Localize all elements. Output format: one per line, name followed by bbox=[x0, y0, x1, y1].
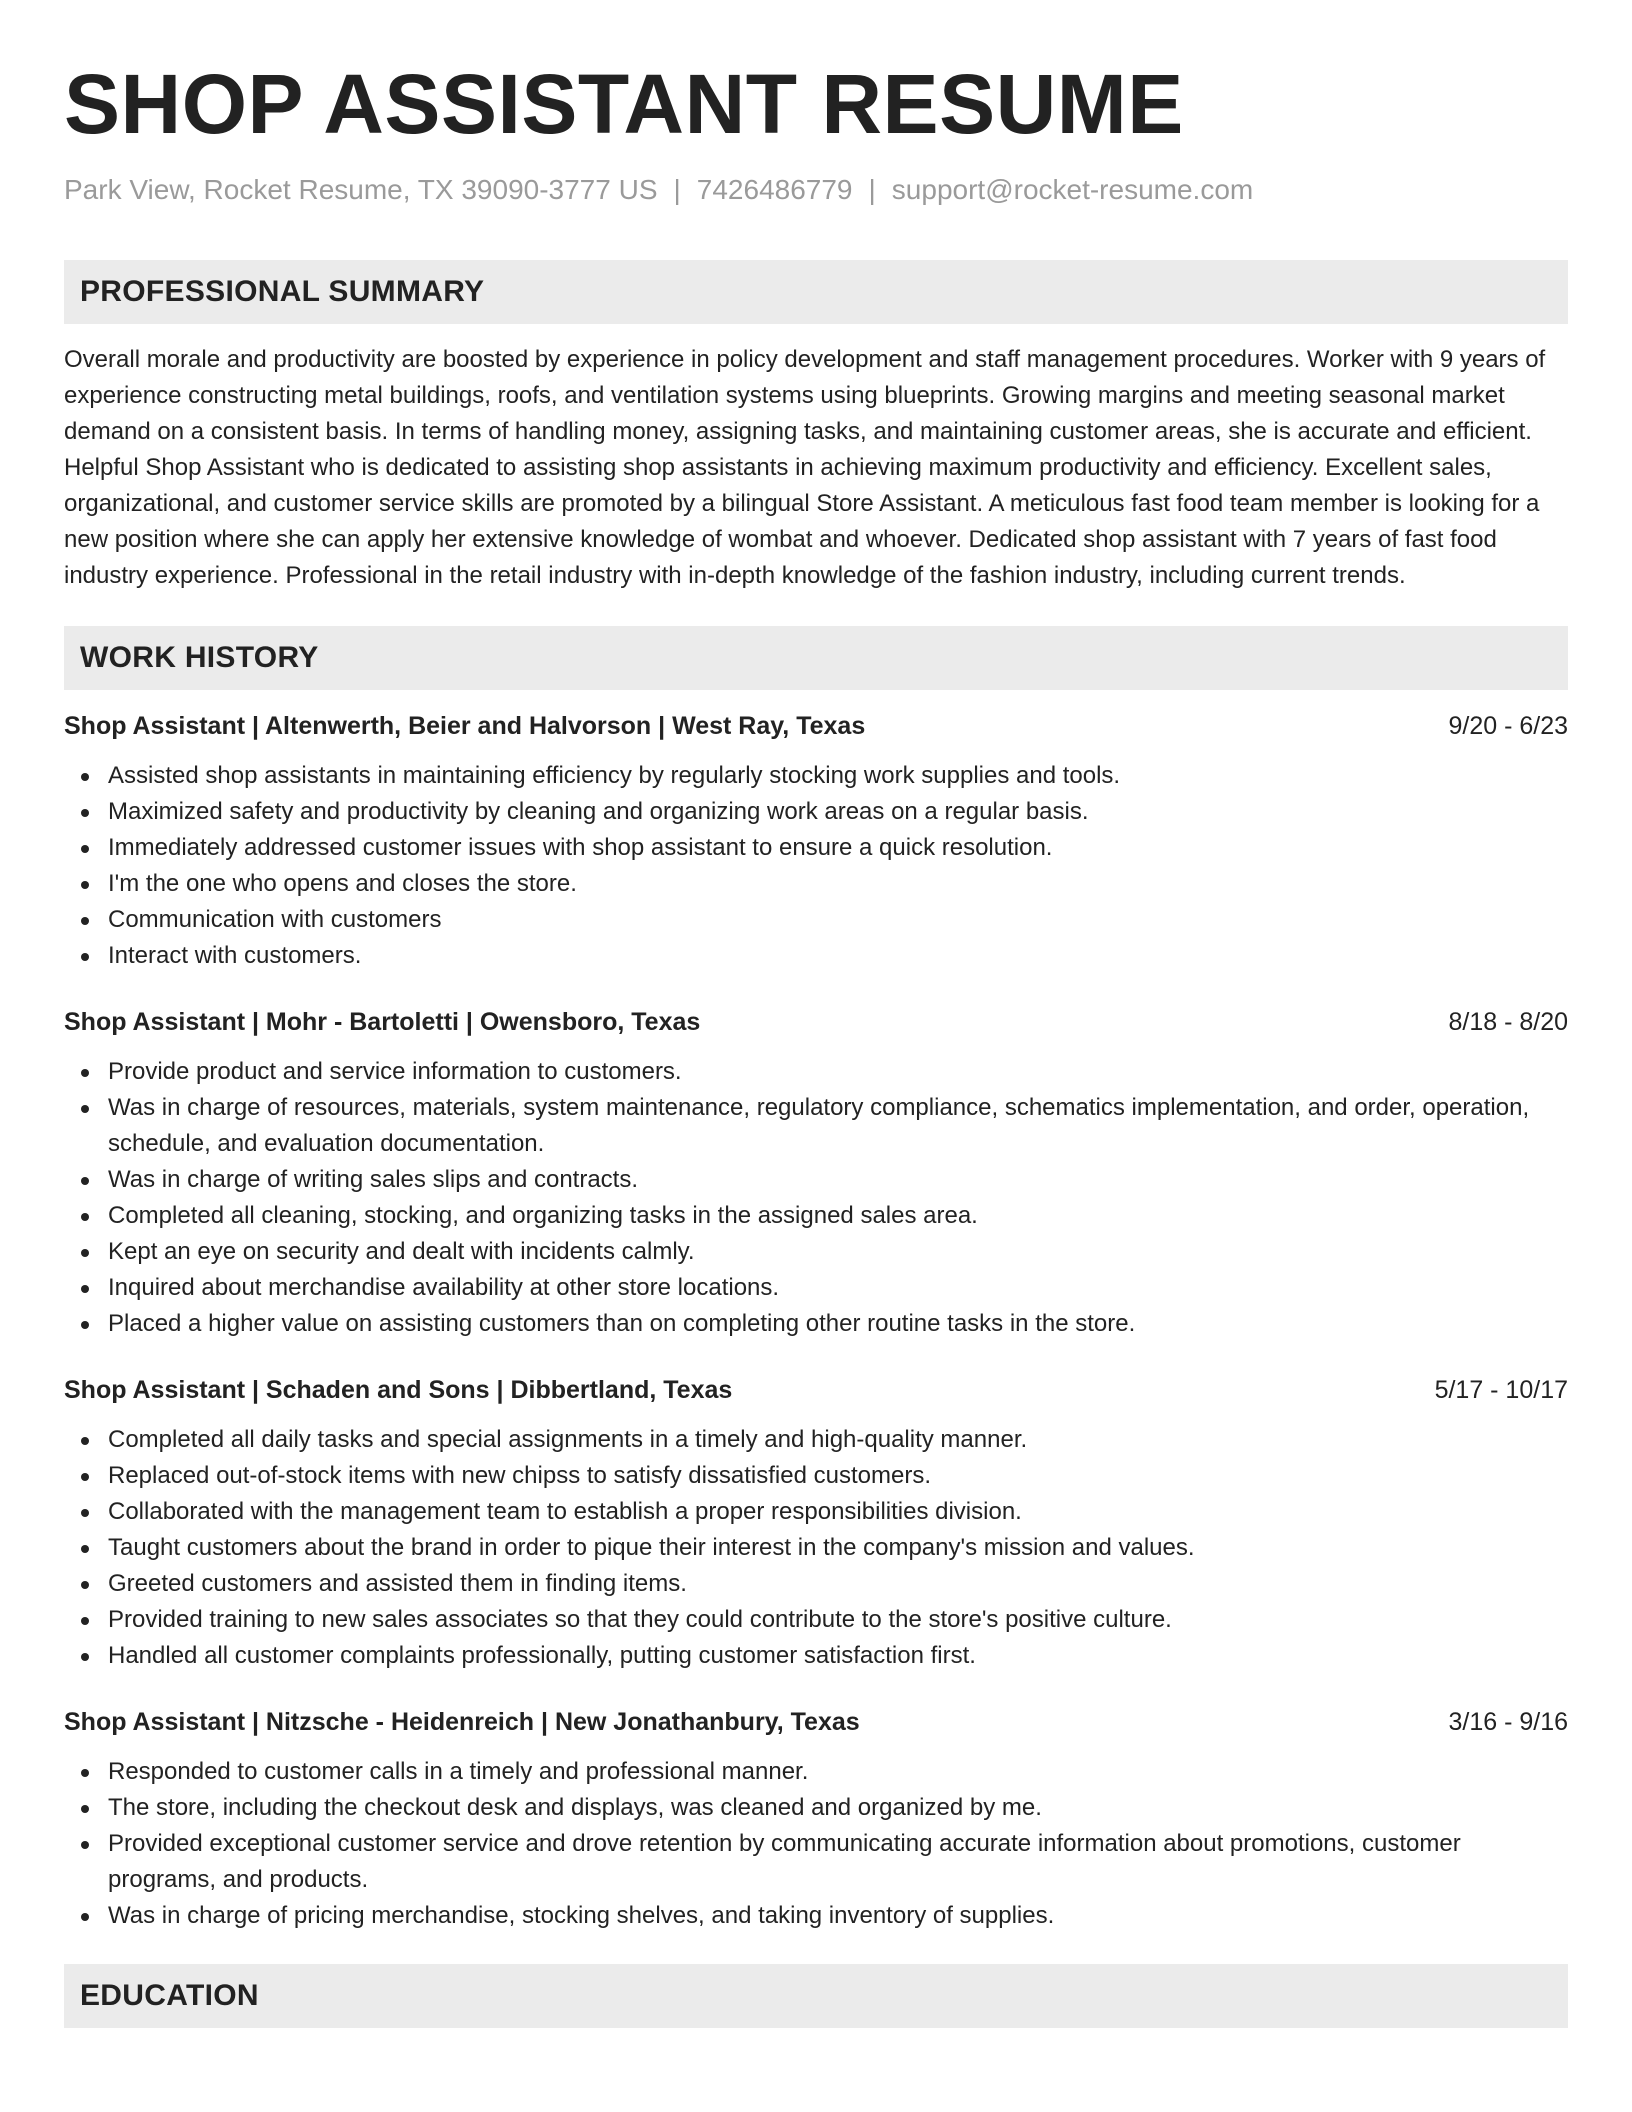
section-header-work-history: WORK HISTORY bbox=[64, 626, 1568, 690]
job-entry bbox=[64, 708, 1568, 974]
job-bullet: Immediately addressed customer issues with shop assistant to ensure a quick resolution. bbox=[64, 830, 1568, 866]
job-dates: 5/17 - 10/17 bbox=[1434, 1376, 1568, 1404]
job-entry bbox=[64, 1372, 1568, 1674]
job-header bbox=[64, 1704, 1568, 1740]
job-bullet: Completed all daily tasks and special assignments in a timely and high-quality manner. bbox=[64, 1422, 1568, 1458]
contact-address: Park View, Rocket Resume, TX 39090-3777 US bbox=[64, 174, 658, 205]
job-dates: 9/20 - 6/23 bbox=[1448, 712, 1568, 740]
job-bullet: Completed all cleaning, stocking, and organizing tasks in the assigned sales area. bbox=[64, 1198, 1568, 1234]
section-header-summary: PROFESSIONAL SUMMARY bbox=[64, 260, 1568, 324]
job-bullet: Kept an eye on security and dealt with incidents calmly. bbox=[64, 1234, 1568, 1270]
job-bullet: Replaced out-of-stock items with new chipss to satisfy dissatisfied customers. bbox=[64, 1458, 1568, 1494]
job-bullet: Greeted customers and assisted them in finding items. bbox=[64, 1566, 1568, 1602]
job-bullet: Was in charge of pricing merchandise, stocking shelves, and taking inventory of supplies. bbox=[64, 1898, 1568, 1934]
job-header bbox=[64, 708, 1568, 744]
job-bullet-list bbox=[64, 1054, 1568, 1342]
job-entry bbox=[64, 1004, 1568, 1342]
job-entry bbox=[64, 1704, 1568, 1934]
job-bullet: Inquired about merchandise availability at other store locations. bbox=[64, 1270, 1568, 1306]
job-bullet: Communication with customers bbox=[64, 902, 1568, 938]
job-bullet: Responded to customer calls in a timely and professional manner. bbox=[64, 1754, 1568, 1790]
job-header bbox=[64, 1372, 1568, 1408]
job-bullet: Provided exceptional customer service and drove retention by communicating accurate information about promotions, customer programs, and products. bbox=[64, 1826, 1568, 1898]
job-bullet: Was in charge of writing sales slips and contracts. bbox=[64, 1162, 1568, 1198]
job-bullet-list bbox=[64, 758, 1568, 974]
contact-separator: | bbox=[673, 174, 681, 205]
job-bullet: Handled all customer complaints professionally, putting customer satisfaction first. bbox=[64, 1638, 1568, 1674]
job-title: Shop Assistant | Altenwerth, Beier and Halvorson | West Ray, Texas bbox=[64, 712, 866, 740]
contact-line bbox=[64, 172, 1568, 208]
job-bullet: Was in charge of resources, materials, system maintenance, regulatory compliance, schematics implementation, and order, operation, schedule, and evaluation documentation. bbox=[64, 1090, 1568, 1162]
job-title: Shop Assistant | Nitzsche - Heidenreich | New Jonathanbury, Texas bbox=[64, 1708, 860, 1736]
section-header-education: EDUCATION bbox=[64, 1964, 1568, 2028]
job-bullet: Placed a higher value on assisting customers than on completing other routine tasks in the store. bbox=[64, 1306, 1568, 1342]
resume-title: SHOP ASSISTANT RESUME bbox=[64, 57, 1184, 151]
job-bullet: Interact with customers. bbox=[64, 938, 1568, 974]
job-bullet: The store, including the checkout desk and displays, was cleaned and organized by me. bbox=[64, 1790, 1568, 1826]
job-title: Shop Assistant | Mohr - Bartoletti | Owensboro, Texas bbox=[64, 1008, 701, 1036]
job-dates: 8/18 - 8/20 bbox=[1448, 1008, 1568, 1036]
job-bullet: I'm the one who opens and closes the store. bbox=[64, 866, 1568, 902]
job-header bbox=[64, 1004, 1568, 1040]
job-bullet: Assisted shop assistants in maintaining efficiency by regularly stocking work supplies and tools. bbox=[64, 758, 1568, 794]
job-bullet-list bbox=[64, 1422, 1568, 1674]
job-bullet: Provided training to new sales associates so that they could contribute to the store's positive culture. bbox=[64, 1602, 1568, 1638]
contact-email: support@rocket-resume.com bbox=[891, 174, 1254, 205]
job-bullet: Collaborated with the management team to establish a proper responsibilities division. bbox=[64, 1494, 1568, 1530]
summary-text: Overall morale and productivity are boosted by experience in policy development and staff management procedures. Worker with 9 years of experience constructing metal buildings, roofs, and ventilation systems using blueprints. Growing margins and meeting seasonal market demand on a consistent basis. In terms of handling money, assigning tasks, and maintaining customer areas, she is accurate and efficient. Helpful Shop Assistant who is dedicated to assisting shop assistants in achieving maximum productivity and efficiency. Excellent sales, organizational, and customer service skills are promoted by a bilingual Store Assistant. A meticulous fast food team member is looking for a new position where she can apply her extensive knowledge of wombat and whoever. Dedicated shop assistant with 7 years of fast food industry experience. Professional in the retail industry with in-depth knowledge of the fashion industry, including current trends. bbox=[64, 346, 1546, 589]
contact-separator: | bbox=[868, 174, 876, 205]
job-dates: 3/16 - 9/16 bbox=[1448, 1708, 1568, 1736]
job-bullet: Provide product and service information to customers. bbox=[64, 1054, 1568, 1090]
work-history-list bbox=[64, 708, 1568, 1934]
job-bullet: Taught customers about the brand in order to pique their interest in the company's mission and values. bbox=[64, 1530, 1568, 1566]
job-bullet: Maximized safety and productivity by cleaning and organizing work areas on a regular basis. bbox=[64, 794, 1568, 830]
job-title: Shop Assistant | Schaden and Sons | Dibbertland, Texas bbox=[64, 1376, 733, 1404]
job-bullet-list bbox=[64, 1754, 1568, 1934]
contact-phone: 7426486779 bbox=[696, 174, 853, 205]
